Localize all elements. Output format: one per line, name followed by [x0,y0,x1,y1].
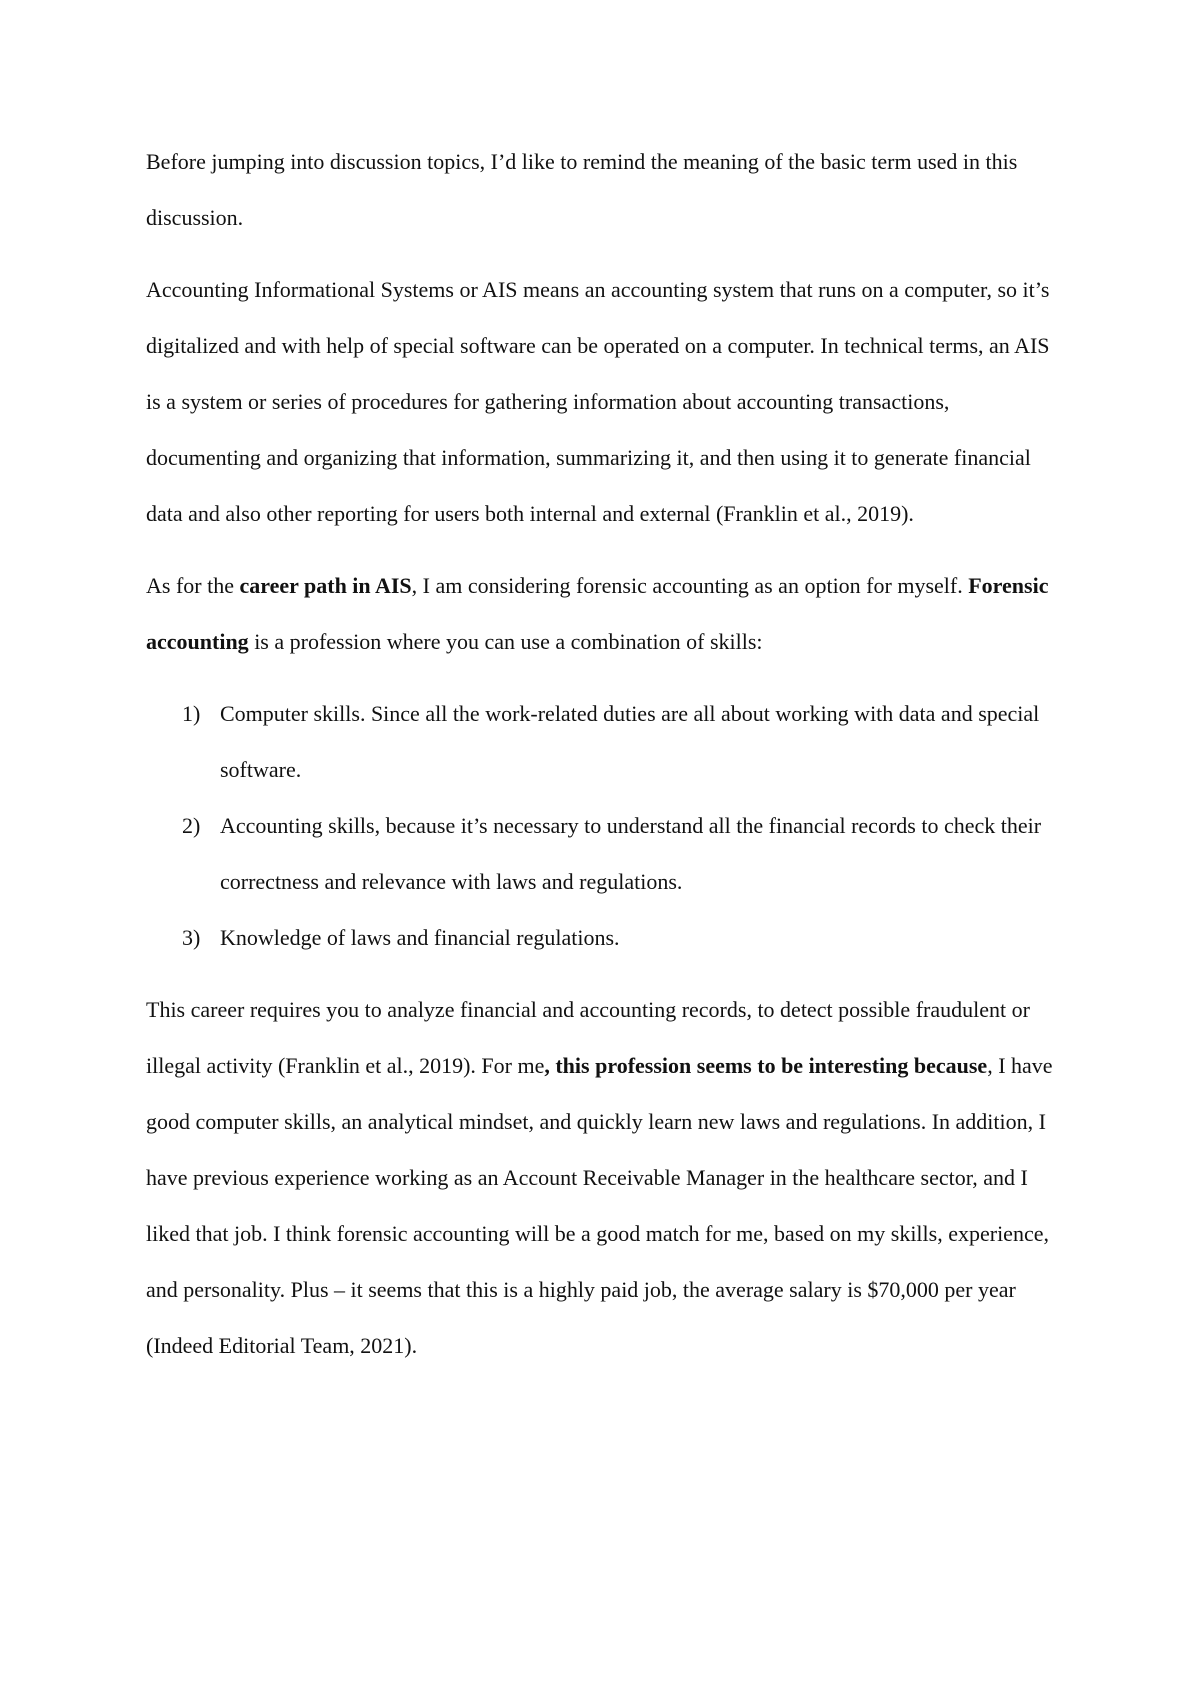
list-item-text: Accounting skills, because it’s necessary to understand all the financial records to check their correctness and relevance with laws and regulations. [220,813,1042,894]
career-path-bold: career path in AIS [239,573,412,598]
skills-list [146,686,1066,966]
conclusion-paragraph [146,982,1066,1374]
list-item-number: 2) [182,813,201,838]
list-item [146,910,1066,966]
list-item-text: Computer skills. Since all the work-related duties are all about working with data and special software. [220,701,1040,782]
list-item [146,798,1066,910]
career-text-post: is a profession where you can use a combination of skills: [248,629,763,654]
list-item-number: 1) [182,701,201,726]
list-item-number: 3) [182,925,201,950]
forensic-accounting-bold: Forensic accounting [146,573,1049,654]
career-text-mid: , I am considering forensic accounting as an option for myself. [411,573,969,598]
career-path-paragraph [146,558,1066,670]
list-item-text: Knowledge of laws and financial regulations. [220,925,620,950]
document-body [146,134,1066,1390]
conclusion-text-post: , I have good computer skills, an analytical mindset, and quickly learn new laws and regulations. In addition, I have previous experience working as an Account Receivable Manager in the healthcare sector, and I liked that job. I think forensic accounting will be a good match for me, based on my skills, experience, and personality. Plus – it seems that this is a highly paid job, the average salary is $70,000 per year (Indeed Editorial Team, 2021). [146,1053,1053,1358]
intro-paragraph: Before jumping into discussion topics, I’d like to remind the meaning of the basic term used in this discussion. [146,149,1018,230]
conclusion-bold: , this profession seems to be interesting because [544,1053,988,1078]
career-text-pre: As for the [146,573,240,598]
conclusion-text-pre: This career requires you to analyze financial and accounting records, to detect possible fraudulent or illegal activity (Franklin et al., 2019). For me [146,997,1030,1078]
list-item [146,686,1066,798]
ais-definition-paragraph: Accounting Informational Systems or AIS means an accounting system that runs on a computer, so it’s digitalized and with help of special software can be operated on a computer. In technical terms, an AIS is a system or series of procedures for gathering information about accounting transactions, documenting and organizing that information, summarizing it, and then using it to generate financial data and also other reporting for users both internal and external (Franklin et al., 2019). [146,277,1050,526]
